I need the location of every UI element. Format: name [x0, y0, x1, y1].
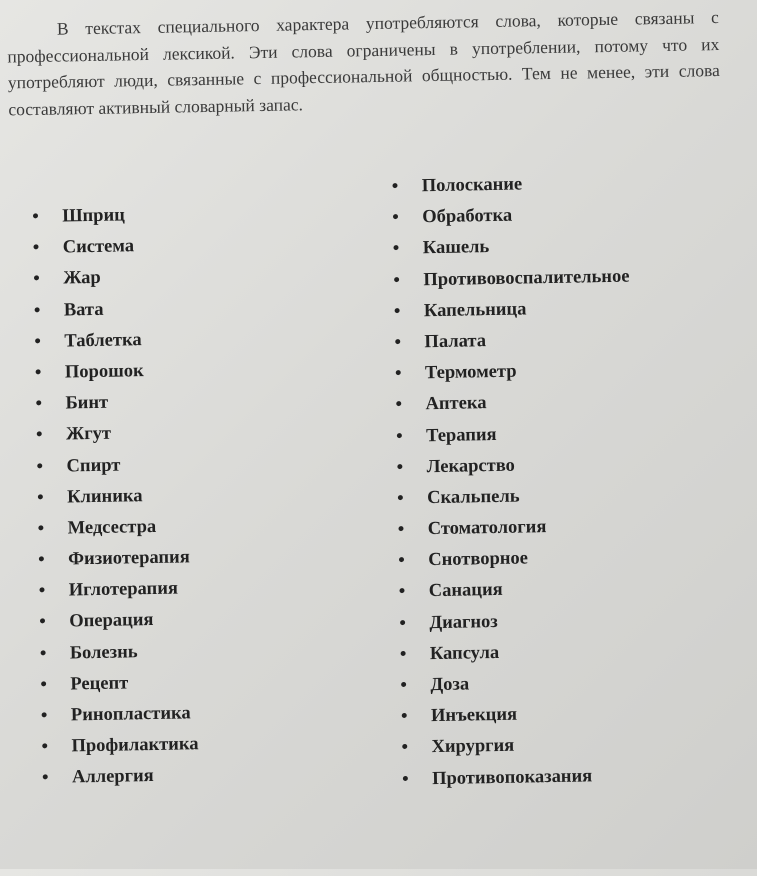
bullet-icon: •	[394, 363, 402, 384]
list-item	[393, 261, 630, 296]
bullet-icon: •	[39, 643, 47, 664]
bullet-icon: •	[397, 519, 405, 540]
list-item-text: Операция	[69, 610, 154, 632]
bullet-icon: •	[398, 582, 406, 603]
bullet-icon: •	[393, 270, 401, 291]
bullet-icon: •	[401, 737, 409, 759]
list-item	[40, 667, 198, 701]
list-item-text: Ринопластика	[70, 703, 191, 726]
list-item-text: Клиника	[66, 485, 143, 508]
bullet-icon: •	[40, 674, 48, 695]
bullet-icon: •	[34, 362, 42, 383]
bullet-icon: •	[398, 550, 405, 571]
list-item-text: Шприц	[62, 205, 125, 227]
bullet-icon: •	[39, 612, 46, 633]
list-item-text: Система	[62, 236, 135, 258]
list-item-text: Медсестра	[67, 516, 157, 539]
bullet-icon: •	[392, 207, 399, 228]
list-item-text: Хирургия	[431, 736, 515, 758]
bullet-icon: •	[395, 394, 403, 416]
bullet-icon: •	[41, 768, 49, 789]
list-item-text: Порошок	[64, 361, 144, 383]
list-item	[398, 542, 635, 577]
list-item-text: Лекарство	[426, 455, 516, 477]
list-item-text: Противопоказания	[431, 765, 593, 789]
bullet-icon: •	[392, 239, 400, 260]
list-item-text: Обработка	[422, 205, 513, 228]
list-item-text: Полоскание	[421, 174, 523, 197]
list-item-text: Жар	[63, 268, 101, 289]
list-item	[402, 760, 639, 795]
bullet-icon: •	[33, 269, 40, 290]
list-item	[400, 667, 637, 702]
list-item	[394, 292, 631, 327]
bullet-icon: •	[38, 549, 45, 571]
list-item-text: Диагноз	[429, 611, 498, 633]
list-item	[393, 230, 630, 265]
list-item	[39, 573, 197, 607]
list-item	[399, 573, 636, 608]
bullet-icon: •	[37, 518, 45, 539]
list-item	[396, 448, 633, 483]
bullet-icon: •	[394, 332, 402, 353]
list-item	[397, 511, 634, 546]
bullet-icon: •	[33, 300, 41, 321]
list-item	[400, 635, 637, 670]
list-item-text: Профилактика	[71, 734, 199, 757]
list-item-text: Болезнь	[69, 641, 138, 664]
bullet-icon: •	[393, 301, 401, 322]
list-item	[391, 168, 628, 203]
list-item-text: Иглотерапия	[68, 578, 179, 601]
list-item	[401, 729, 638, 764]
list-item-text: Термометр	[424, 361, 517, 384]
list-item-text: Рецепт	[70, 673, 129, 695]
list-item	[39, 605, 197, 639]
list-item	[392, 199, 629, 234]
list-item-text: Противовоспалительное	[423, 266, 630, 290]
list-item	[36, 418, 194, 452]
list-item	[397, 479, 634, 514]
bullet-icon: •	[35, 425, 43, 446]
bullet-icon: •	[399, 644, 407, 665]
word-list-right	[391, 168, 638, 796]
list-item	[34, 324, 192, 358]
list-item-text: Физиотерапия	[68, 547, 190, 570]
list-item-text: Капсула	[429, 642, 500, 664]
bullet-icon: •	[400, 675, 408, 696]
list-item-text: Таблетка	[64, 329, 142, 352]
list-item	[401, 698, 638, 733]
list-item	[37, 480, 195, 514]
bullet-icon: •	[36, 487, 44, 508]
list-item	[395, 386, 632, 421]
bullet-icon: •	[36, 456, 44, 477]
list-item	[36, 449, 194, 483]
list-item	[33, 262, 191, 296]
list-item-text: Инъекция	[430, 704, 518, 727]
list-item-text: Аллергия	[71, 766, 154, 788]
list-item	[40, 636, 198, 670]
list-item-text: Капельница	[423, 299, 527, 321]
list-item-text: Терапия	[425, 424, 497, 446]
list-item	[33, 230, 191, 264]
list-item-text: Спирт	[66, 455, 121, 476]
bullet-icon: •	[38, 581, 46, 602]
bullet-icon: •	[397, 488, 404, 509]
bullet-icon: •	[399, 613, 407, 634]
bullet-icon: •	[35, 394, 43, 415]
list-item-text: Скальпель	[427, 486, 520, 509]
word-list-left	[32, 199, 199, 794]
list-item-text: Доза	[430, 674, 470, 696]
list-item	[32, 199, 190, 233]
list-item-text: Бинт	[65, 392, 109, 414]
list-item-text: Жгут	[65, 424, 112, 445]
list-item-text: Санация	[428, 580, 503, 602]
bullet-icon: •	[395, 426, 403, 447]
list-item	[42, 761, 200, 795]
list-item	[396, 417, 633, 452]
bullet-icon: •	[32, 238, 40, 259]
list-item-text: Вата	[63, 299, 104, 321]
bullet-icon: •	[32, 206, 39, 228]
list-item	[41, 729, 199, 763]
list-item-text: Аптека	[425, 393, 487, 415]
list-item	[35, 386, 193, 420]
list-item-text: Кашель	[422, 237, 490, 259]
list-item	[37, 511, 195, 545]
list-item	[38, 542, 196, 576]
bullet-icon: •	[401, 769, 409, 790]
bullet-icon: •	[34, 331, 42, 352]
list-item	[34, 293, 192, 327]
bullet-icon: •	[40, 705, 48, 726]
bullet-icon: •	[391, 176, 399, 197]
list-item	[35, 355, 193, 389]
bullet-icon: •	[396, 457, 404, 478]
bullet-icon: •	[400, 706, 408, 727]
bullet-icon: •	[41, 737, 49, 758]
list-item	[399, 604, 636, 639]
list-item-text: Стоматология	[427, 517, 547, 540]
list-item-text: Палата	[424, 331, 487, 353]
list-item-text: Снотворное	[428, 548, 529, 571]
list-item	[395, 355, 632, 390]
intro-paragraph: В текстах специального характера употребляются слова, которые связаны с профессиональной лексикой. Эти слова ограничены в употреблении, потому что их употребляют люди, связанные с профессиональной общностью. Тем не менее, эти слова составляют активный словарный запас.	[7, 7, 720, 119]
list-item	[394, 324, 631, 359]
list-item	[41, 698, 199, 732]
